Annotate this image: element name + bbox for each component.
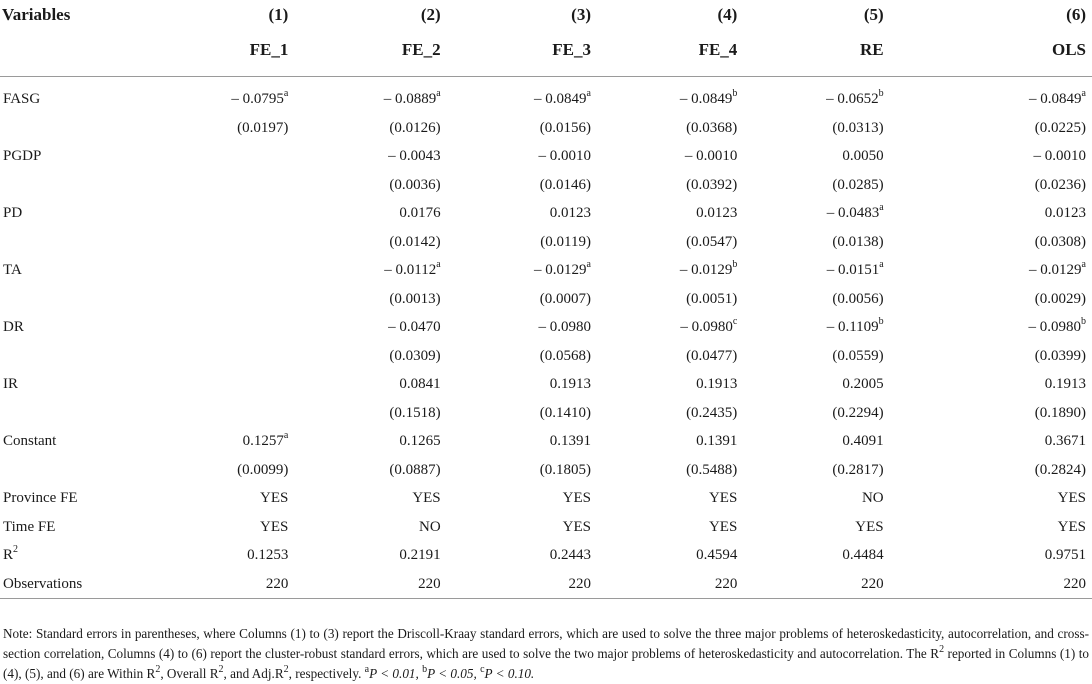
se-cell: (0.5488) <box>686 461 738 478</box>
coef-value: 0.3671 <box>1044 433 1086 450</box>
stat-value: NO <box>861 490 884 507</box>
footnote-c-text: P < 0.10. <box>484 666 535 681</box>
coef-row <box>0 256 1092 285</box>
variables-header: Variables <box>2 5 71 24</box>
coef-cell <box>791 427 941 456</box>
se-row <box>0 171 1092 200</box>
se-cell: (0.0029) <box>1034 290 1086 307</box>
column-model-1: FE_1 <box>249 40 289 59</box>
stat-row <box>0 513 1092 542</box>
significance-mark: a <box>1081 88 1086 100</box>
coef-cell <box>491 142 641 171</box>
header-row-numbers <box>0 0 1092 30</box>
stat-label: Observations <box>3 575 83 592</box>
stat-value: 220 <box>714 575 738 592</box>
column-model-4: FE_4 <box>698 40 738 59</box>
coef-cell <box>340 256 490 285</box>
note-text-1: Note: Standard errors in parentheses, where Columns (1) to (3) report the Driscoll-Kraay standard errors, which are used to solve the three major problems of heteroskedasticity, autocorrelation, and cross-section correlation, Columns (4) to (6) report the cluster-robust standard errors, which are used to solve the two major problems of heteroskedasticity and autocorrelation. The R <box>3 626 1089 661</box>
se-cell: (0.0142) <box>389 233 441 250</box>
coef-cell <box>190 427 340 456</box>
note-text-4: , and Adj.R <box>223 666 284 681</box>
stat-value: NO <box>418 518 441 535</box>
se-row <box>0 285 1092 314</box>
coef-value: – 0.0010 <box>1033 148 1086 165</box>
significance-mark: a <box>879 259 884 271</box>
se-cell: (0.0197) <box>237 119 289 136</box>
coef-row <box>0 142 1092 171</box>
se-cell: (0.0399) <box>1034 347 1086 364</box>
footnote-mark-b: b <box>422 663 428 675</box>
se-row <box>0 456 1092 485</box>
footnote-mark-c: c <box>480 663 485 675</box>
row-label-blank <box>0 285 190 314</box>
coef-value: – 0.1109 <box>826 319 879 336</box>
se-cell: (0.0313) <box>832 119 884 136</box>
coef-value: – 0.0795 <box>231 91 284 108</box>
coef-value: 0.2005 <box>842 376 884 393</box>
coef-cell <box>491 77 641 114</box>
se-cell: (0.1518) <box>389 404 441 421</box>
coef-row <box>0 370 1092 399</box>
coef-value: – 0.0980 <box>538 319 591 336</box>
coef-value: 0.1913 <box>1044 376 1086 393</box>
column-number-3: (3) <box>571 5 591 24</box>
coef-cell <box>791 256 941 285</box>
se-cell <box>190 342 340 371</box>
coef-cell <box>491 256 641 285</box>
coef-cell <box>942 199 1092 228</box>
row-label: TA <box>3 262 22 279</box>
coef-cell <box>641 142 791 171</box>
row-label-blank <box>0 399 190 428</box>
coef-cell <box>491 313 641 342</box>
stat-value: YES <box>1057 518 1086 535</box>
se-cell: (0.0568) <box>539 347 591 364</box>
column-model-6: OLS <box>1051 40 1086 59</box>
row-label: IR <box>3 376 18 393</box>
coef-value: – 0.0470 <box>388 319 441 336</box>
stat-value: YES <box>562 490 591 507</box>
table-note <box>3 624 1089 684</box>
coef-cell <box>491 370 641 399</box>
coef-cell <box>190 142 340 171</box>
coef-cell <box>942 77 1092 114</box>
note-text-5: , respectively. <box>288 666 365 681</box>
se-cell <box>190 228 340 257</box>
se-cell: (0.2294) <box>832 404 884 421</box>
se-cell: (0.0309) <box>389 347 441 364</box>
se-cell: (0.0051) <box>686 290 738 307</box>
coef-cell <box>340 427 490 456</box>
se-cell: (0.0099) <box>237 461 289 478</box>
coef-value: – 0.0129 <box>1029 262 1082 279</box>
coef-value: – 0.0652 <box>826 91 879 108</box>
se-cell: (0.0146) <box>539 176 591 193</box>
stat-label: Time FE <box>3 518 56 535</box>
stat-value: 0.4594 <box>696 547 738 564</box>
footnote-a-text: P < 0.01, <box>369 666 423 681</box>
stat-value: 220 <box>1063 575 1086 592</box>
se-cell: (0.0138) <box>832 233 884 250</box>
row-label-blank <box>0 456 190 485</box>
stat-value: 220 <box>418 575 441 592</box>
note-sup: 2 <box>218 663 224 675</box>
coef-cell <box>190 313 340 342</box>
footnote-mark-a: a <box>364 663 370 675</box>
coef-cell <box>190 77 340 114</box>
se-cell: (0.0887) <box>389 461 441 478</box>
coef-cell <box>942 427 1092 456</box>
coef-row <box>0 313 1092 342</box>
se-cell: (0.0119) <box>540 233 591 250</box>
footnote-b-text: P < 0.05, <box>427 666 481 681</box>
coef-value: – 0.0849 <box>534 91 587 108</box>
significance-mark: a <box>879 202 884 214</box>
se-cell: (0.0236) <box>1034 176 1086 193</box>
coef-value: 0.0841 <box>399 376 441 393</box>
significance-mark: a <box>436 259 441 271</box>
coef-cell <box>641 313 791 342</box>
table-body <box>0 77 1092 599</box>
se-cell <box>190 285 340 314</box>
se-cell: (0.0156) <box>539 119 591 136</box>
se-cell: (0.1890) <box>1034 404 1086 421</box>
coef-value: 0.0123 <box>1044 205 1086 222</box>
se-cell: (0.0126) <box>389 119 441 136</box>
coef-cell <box>791 77 941 114</box>
stat-value: 220 <box>265 575 289 592</box>
se-cell: (0.2435) <box>686 404 738 421</box>
coef-value: 0.4091 <box>842 433 884 450</box>
column-number-5: (5) <box>863 5 884 24</box>
se-cell: (0.0007) <box>539 290 591 307</box>
coef-cell <box>340 199 490 228</box>
column-number-2: (2) <box>420 5 441 24</box>
stat-row <box>0 570 1092 599</box>
coef-value: – 0.0112 <box>384 262 437 279</box>
stat-label-base: R <box>3 547 14 564</box>
significance-mark: b <box>1081 316 1086 328</box>
coef-value: – 0.0483 <box>826 205 880 222</box>
stat-value: 220 <box>568 575 591 592</box>
significance-mark: a <box>436 88 441 100</box>
se-cell: (0.0368) <box>686 119 738 136</box>
se-cell <box>190 171 340 200</box>
stat-value: YES <box>412 490 441 507</box>
coef-value: – 0.0043 <box>388 148 441 165</box>
stat-value: 0.9751 <box>1044 547 1086 564</box>
coef-cell <box>791 370 941 399</box>
coef-value: 0.1913 <box>696 376 738 393</box>
row-label: DR <box>3 319 24 336</box>
coef-value: – 0.0129 <box>679 262 733 279</box>
stat-value: YES <box>562 518 591 535</box>
row-label-blank <box>0 342 190 371</box>
coef-cell <box>791 142 941 171</box>
coef-cell <box>641 199 791 228</box>
coef-cell <box>190 370 340 399</box>
column-number-6: (6) <box>1066 5 1086 24</box>
stat-value: 0.2443 <box>549 547 591 564</box>
se-cell: (0.2817) <box>832 461 884 478</box>
stat-value: YES <box>259 518 289 535</box>
coef-value: – 0.0849 <box>679 91 733 108</box>
coef-value: – 0.0010 <box>684 148 738 165</box>
coef-cell <box>190 256 340 285</box>
se-cell: (0.2824) <box>1034 461 1086 478</box>
stat-value: 220 <box>861 575 884 592</box>
row-label-blank <box>0 114 190 143</box>
note-text-2: reported in Columns (1) to (4), (5), and (6) are Within R <box>3 646 1089 681</box>
significance-mark: b <box>732 259 738 271</box>
se-cell: (0.0547) <box>686 233 738 250</box>
row-label: PD <box>3 205 23 222</box>
coef-cell <box>340 313 490 342</box>
stat-value: 0.2191 <box>399 547 441 564</box>
se-row <box>0 228 1092 257</box>
stat-label <box>0 541 190 570</box>
note-sup: 2 <box>939 643 945 655</box>
se-cell: (0.0056) <box>832 290 884 307</box>
column-number-4: (4) <box>717 5 738 24</box>
coef-row <box>0 77 1092 114</box>
stat-label: Province FE <box>3 490 78 507</box>
se-cell: (0.0036) <box>389 176 441 193</box>
stat-value: YES <box>708 490 738 507</box>
note-sup: 2 <box>283 663 289 675</box>
coef-value: – 0.0849 <box>1029 91 1082 108</box>
coef-cell <box>190 199 340 228</box>
coef-value: 0.1391 <box>696 433 738 450</box>
significance-mark: a <box>1081 259 1086 271</box>
stat-row <box>0 484 1092 513</box>
column-model-2: FE_2 <box>401 40 441 59</box>
row-label-blank <box>0 228 190 257</box>
stat-value: YES <box>855 518 884 535</box>
stat-value: YES <box>1057 490 1086 507</box>
coef-value: 0.1391 <box>549 433 591 450</box>
significance-mark: c <box>732 316 738 328</box>
se-row <box>0 399 1092 428</box>
significance-mark: b <box>732 88 738 100</box>
coef-value: – 0.0151 <box>826 262 880 279</box>
coef-value: – 0.0010 <box>538 148 591 165</box>
coef-row <box>0 199 1092 228</box>
significance-mark: b <box>878 88 884 100</box>
se-cell: (0.0392) <box>686 176 738 193</box>
coef-cell <box>942 370 1092 399</box>
row-label-blank <box>0 171 190 200</box>
stat-value: YES <box>708 518 738 535</box>
coef-cell <box>340 142 490 171</box>
se-cell: (0.0285) <box>832 176 884 193</box>
se-row <box>0 114 1092 143</box>
stat-value: YES <box>259 490 289 507</box>
coef-cell <box>340 370 490 399</box>
coef-value: – 0.0980 <box>1028 319 1081 336</box>
coef-cell <box>491 427 641 456</box>
stat-value: 0.4484 <box>842 547 884 564</box>
coef-cell <box>491 199 641 228</box>
coef-cell <box>791 199 941 228</box>
coef-cell <box>942 142 1092 171</box>
column-number-1: (1) <box>268 5 289 24</box>
coef-cell <box>641 77 791 114</box>
coef-cell <box>942 313 1092 342</box>
note-text-3: , Overall R <box>160 666 219 681</box>
se-cell: (0.1410) <box>539 404 591 421</box>
row-label: FASG <box>3 91 41 108</box>
coef-value: – 0.0129 <box>534 262 587 279</box>
coef-value: 0.0123 <box>549 205 591 222</box>
coef-cell <box>641 256 791 285</box>
significance-mark: a <box>586 88 591 100</box>
coef-cell <box>791 313 941 342</box>
header-blank <box>0 30 190 77</box>
coef-value: – 0.0889 <box>383 91 437 108</box>
coef-value: 0.0050 <box>842 148 884 165</box>
coef-row <box>0 427 1092 456</box>
coef-cell <box>641 370 791 399</box>
coef-value: 0.0176 <box>399 205 441 222</box>
se-cell <box>190 399 340 428</box>
column-model-3: FE_3 <box>552 40 591 59</box>
se-cell: (0.0308) <box>1034 233 1086 250</box>
row-label: PGDP <box>3 148 42 165</box>
significance-mark: a <box>283 430 289 442</box>
significance-mark: a <box>586 259 591 271</box>
se-cell: (0.0559) <box>832 347 884 364</box>
se-cell: (0.0225) <box>1034 119 1086 136</box>
coef-cell <box>942 256 1092 285</box>
coef-value: 0.1265 <box>399 433 441 450</box>
header-row-models <box>0 30 1092 77</box>
coef-value: – 0.0980 <box>680 319 733 336</box>
se-cell: (0.0013) <box>389 290 441 307</box>
note-sup: 2 <box>155 663 161 675</box>
coef-cell <box>641 427 791 456</box>
stat-row <box>0 541 1092 570</box>
significance-mark: b <box>878 316 884 328</box>
coef-value: 0.0123 <box>696 205 738 222</box>
column-model-5: RE <box>860 40 884 59</box>
table-header <box>0 0 1092 77</box>
se-cell: (0.0477) <box>686 347 738 364</box>
stat-label-sup: 2 <box>13 544 19 556</box>
coef-value: 0.1913 <box>549 376 591 393</box>
coef-value: 0.1257 <box>242 433 284 450</box>
stat-value: 0.1253 <box>247 547 289 564</box>
coef-cell <box>340 77 490 114</box>
se-row <box>0 342 1092 371</box>
se-cell: (0.1805) <box>539 461 591 478</box>
significance-mark: a <box>283 88 289 100</box>
row-label: Constant <box>3 433 57 450</box>
